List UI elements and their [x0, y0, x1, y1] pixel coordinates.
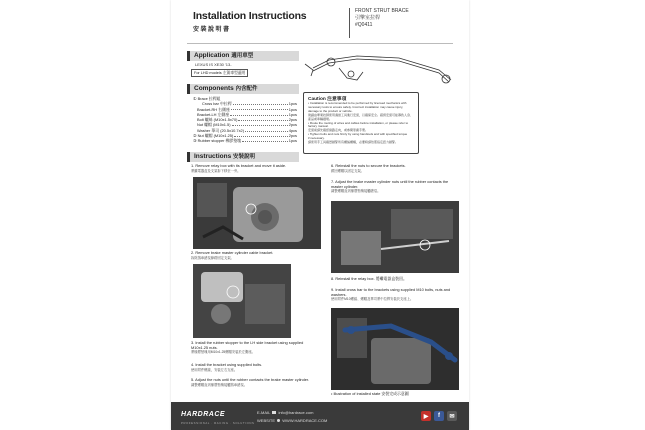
- caution-line: necessary tools to ensure safety. Incorrect installation may cause injury,: [308, 104, 404, 109]
- product-name: FRONT STRUT BRACE: [355, 8, 409, 14]
- step-text: 5. Adjust the nuts until the rubber contacts the brake master cylinder.: [191, 377, 310, 382]
- social-icons: [421, 411, 457, 421]
- part-qty: 1pcs: [288, 106, 297, 112]
- part-number-marker: ①: [193, 96, 197, 101]
- email-label: E-MAIL: [257, 410, 271, 415]
- installed-caption: [331, 392, 455, 397]
- product-info: [355, 8, 409, 30]
- step-text-zh: 調整螺帽直到橡膠墊塊接觸總泵。: [331, 189, 381, 194]
- step-8: [331, 277, 455, 282]
- engine-photo-1: [193, 177, 321, 249]
- caution-line: • Tighten bolts and nuts firmly by using handtools and with specified torque: [308, 132, 408, 137]
- part-label: Brace 拉桿組: [197, 96, 221, 101]
- step-text-zh: 使用附件M10螺絲、螺帽及華司將中拉桿安裝於支座上。: [331, 297, 414, 302]
- step-5: [191, 378, 321, 387]
- caution-line: if necessary.: [308, 136, 325, 141]
- globe-icon: [277, 419, 280, 422]
- part-number: #Q0411: [355, 22, 373, 29]
- step-4: [191, 363, 321, 372]
- document-title-zh: 安裝說明書: [193, 27, 231, 33]
- step-2: [191, 251, 321, 260]
- part-qty: 1pcs: [288, 101, 297, 107]
- caution-body: [308, 102, 414, 145]
- step-7: [331, 180, 455, 194]
- product-name-zh: 引擎室拉桿: [355, 15, 381, 22]
- part-qty: 2pcs: [288, 122, 297, 128]
- part-qty: 2pcs: [288, 133, 297, 139]
- caution-line: factory manual.: [308, 124, 329, 129]
- vehicle-model: LEXUS IS XE30 '13-: [195, 62, 232, 67]
- footer-website: [257, 418, 327, 423]
- caution-heading: Caution 注意事項: [308, 97, 347, 102]
- step-text: 1. Remove relay box with its bracket and move it aside.: [191, 163, 287, 168]
- caution-line: 請使用手工具確實鎖緊所有螺絲螺帽，必要時請依照指定扭力鎖緊。: [308, 140, 399, 145]
- components-heading: [187, 84, 299, 94]
- brand-tagline: PROFESSIONAL · RACING · SOLUTIONS: [181, 421, 255, 425]
- step-1-photo: [193, 177, 321, 249]
- caution-line: • Installation is recommended to be performed by licensed mechanics with: [308, 101, 407, 105]
- instruction-sheet: [171, 0, 469, 430]
- components-heading-zh: 內含配件: [235, 86, 258, 92]
- caution-box: [303, 92, 419, 154]
- step-text-zh: 使用附件螺絲，安裝左右支座。: [191, 367, 238, 372]
- youtube-icon[interactable]: ▶: [421, 411, 431, 421]
- part-qty: 1pcs: [288, 111, 297, 117]
- website-label: WEBSITE: [257, 418, 276, 423]
- instructions-heading-zh: 安裝說明: [233, 154, 256, 160]
- facebook-icon[interactable]: f: [434, 411, 444, 421]
- parts-row: [193, 138, 297, 143]
- step-text: • Illustration of installed state 安裝完成示意圖: [331, 391, 409, 396]
- step-text: 8. Reinstall the relay box. 將繼電器盒裝回。: [331, 276, 407, 281]
- step-text: 7. Adjust the brake master cylinder nuts until the rubber contacts the master cylinder.: [331, 179, 449, 189]
- step-text: 3. Install the rubber stopper to the LH side bracket using supplied M10x1.25 nuts.: [191, 340, 304, 350]
- step-1: [191, 164, 321, 173]
- part-qty: 2pcs: [288, 117, 297, 123]
- step-3: [191, 341, 321, 355]
- wechat-icon[interactable]: ✉: [447, 411, 457, 421]
- lhd-note: For LHD models 左駕車型適用: [191, 69, 248, 77]
- step-7-photo: [331, 201, 459, 273]
- step-text: 6. Reinstall the nuts to secure the brackets.: [331, 163, 406, 168]
- header-divider: [349, 8, 350, 38]
- part-qty: 4pcs: [288, 127, 297, 133]
- document-title: Installation Instructions: [193, 10, 307, 22]
- part-label: Cross bar 中拉桿: [202, 101, 232, 107]
- application-heading-zh: 適用車型: [231, 53, 254, 59]
- mail-icon: [272, 411, 276, 414]
- caution-line: 安裝前請先確認線路走向，或參閱原廠手冊。: [308, 128, 369, 133]
- footer-email: [257, 410, 313, 415]
- step-2-photo: [193, 264, 291, 338]
- part-label: Bolt 螺絲 (M10x1.5x70): [197, 117, 238, 123]
- engine-photo-3: [331, 201, 459, 273]
- brace-drawing: [305, 56, 451, 83]
- caution-line: 建議由專業技師使用適當工具進行安裝，以確保安全。錯誤安裝可能導致人身、產品或車輛損壞。: [308, 112, 414, 121]
- brand-logo: HARDRACE: [181, 411, 226, 418]
- step-text-zh: 將橡膠墊塊用M10x1.25螺帽安裝於左側座。: [191, 350, 255, 355]
- footer: [171, 402, 469, 430]
- caution-line: • Route the routing of wires and cables before installation, or please refer to: [308, 120, 409, 125]
- step-text: 2. Remove brake master cylinder cable bracket.: [191, 250, 274, 255]
- parts-list: [193, 96, 297, 144]
- step-text: 9. Install cross bar to the brackets using supplied M10 bolts, nuts and washers.: [331, 287, 451, 297]
- website-address[interactable]: WWW.HARDRACE.COM: [282, 418, 328, 423]
- step-6: [331, 164, 455, 173]
- installed-photo: [331, 308, 459, 390]
- application-heading: [187, 51, 299, 61]
- caution-line: damage to the product or vehicle.: [308, 108, 353, 113]
- step-text: 4. Install the bracket using supplied bolts.: [191, 362, 263, 367]
- engine-photo-2: [193, 264, 291, 338]
- part-number-marker: ③: [193, 138, 197, 144]
- part-label: Bracket-LH 左側座: [197, 111, 230, 117]
- components-heading-en: Components: [194, 85, 234, 92]
- step-text-zh: 將繼電器盒及支架拆下移至一旁。: [191, 168, 241, 173]
- part-label: Rubber stopper 橡膠墊塊: [197, 138, 242, 144]
- part-label: Washer 華司 (20.5x10.7x2): [197, 127, 244, 133]
- part-label: Nut 螺帽 (M10x1.25): [197, 133, 234, 139]
- application-heading-en: Application: [194, 52, 230, 59]
- instructions-heading: [187, 152, 299, 162]
- step-text-zh: 拆除煞車總泵線路固定支架。: [191, 255, 234, 260]
- part-number-marker: ②: [193, 133, 197, 139]
- part-qty: 1pcs: [288, 138, 297, 144]
- header-rule: [187, 43, 453, 44]
- email-address[interactable]: info@hardrace.com: [278, 410, 314, 415]
- part-label: Bracket-RH 右側座: [197, 106, 230, 112]
- step-text-zh: 鎖回螺帽以固定支架。: [331, 168, 364, 173]
- part-label: Nut 螺帽 (M10x1.5): [197, 122, 231, 128]
- step-text-zh: 調整螺帽直到橡膠墊塊接觸煞車總泵。: [191, 382, 248, 387]
- brace-illustration: [299, 50, 459, 92]
- engine-photo-installed: [331, 308, 459, 390]
- instructions-heading-en: Instructions: [194, 153, 232, 160]
- step-9: [331, 288, 455, 302]
